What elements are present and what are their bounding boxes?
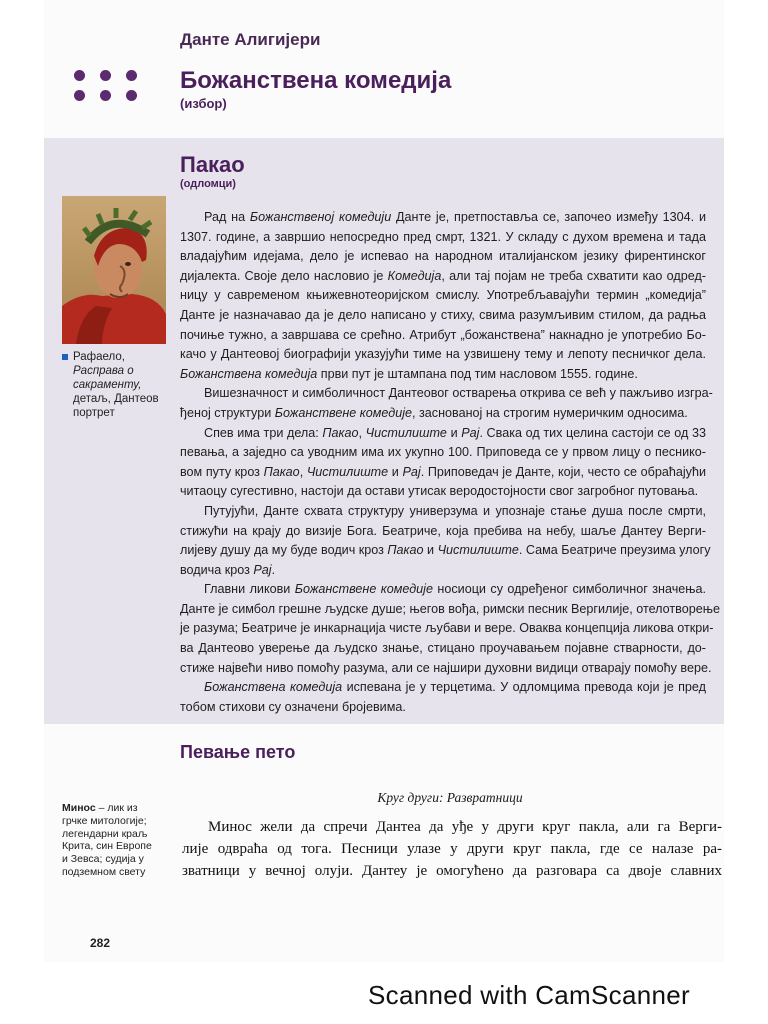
text-line: владајућим идејама, дело је испевао на народном италијанском језику фирентинског [180, 249, 706, 264]
text-line: Божанствена комедија испевана је у терцетима. У одломцима превода који је пред [204, 680, 707, 695]
text-line: качо у Дантеовој биографији указујући тиме на узвишену тему и лепоту песничког дела. [180, 347, 706, 362]
canto-title: Певање пето [180, 742, 296, 762]
text-line: ђеној структури Божанствене комедије, заснованој на строгим нумеричким односима. [180, 405, 688, 420]
section-subtitle: (одломци) [180, 178, 236, 190]
text-line: читаоцу сугестивно, настоји да остави утисак веродостојности свог загробног путовања. [180, 484, 699, 499]
text-line: Данте је симбол грешне људске душе; његов вођа, римски песник Вергилије, отелотворење [180, 601, 720, 616]
summary-line: зватници у вечној олуји. Дантеу је омогућено да разговара са двоје славних [182, 863, 722, 879]
text-line: Вишезначност и симболичност Дантеовог остварења открива се већ у пажљиво изгра- [204, 386, 713, 401]
scanner-watermark: Scanned with CamScanner [368, 980, 690, 1010]
page-number: 282 [90, 936, 111, 950]
minos-glossary-note: Минос – лик из грчке митологије; легендарни краљ Крита, син Европе и Зевса; судија у подземном свету [62, 802, 152, 878]
work-title: Божанствена комедија [180, 67, 452, 94]
text-line: Главни ликови Божанствене комедије носиоци су одређеног симболичног значења. [204, 582, 706, 597]
intro-text [180, 208, 720, 717]
text-line: вом путу кроз Пакао, Чистилиште и Рај. Приповедач је Данте, који, често се обраћајући [180, 464, 707, 479]
text-line: 1307. године, а завршио непосредно пред смрт, 1321. У складу с духом времена и тада [180, 229, 706, 244]
dante-portrait-image [62, 196, 166, 344]
text-line: почиње тужно, а завршава се срећно. Атрибут „божанствена” накнадно је употребио Бо- [180, 327, 706, 342]
text-line: певања, а заједно са уводним има их укупно 100. Приповеда се у првом лицу о песнико- [180, 445, 706, 460]
text-line: Путујући, Данте схвата структуру универзума и упознаје стање душа после смрти, [204, 503, 706, 518]
circle-title: Круг други: Развратници [377, 790, 523, 805]
decorative-dots-icon [74, 70, 140, 104]
text-line: ницу у савременом књижевнотеоријском смислу. Употребљавајући термин „комедија” [180, 288, 706, 303]
text-line: дијалекта. Своје дело насловио је Комедија, али тај појам не треба схватити као одред- [180, 268, 706, 283]
caption-marker-icon [62, 354, 68, 360]
text-line: стижући на крају до визије Бога. Беатриче, која пребива на небу, шаље Дантеу Верги- [180, 523, 706, 538]
summary-line: Минос жели да спречи Дантеа да уђе у други круг пакла, али га Верги- [208, 819, 722, 835]
section-title: Пакао [180, 152, 245, 177]
text-line: водича кроз Рај. [180, 562, 276, 577]
text-line: тобом стихови су означени бројевима. [180, 699, 406, 714]
work-subtitle: (избор) [180, 96, 227, 111]
canto-summary [182, 816, 722, 882]
text-line: Спев има три дела: Пакао, Чистилиште и Рај. Свака од тих целина састоји се од 33 [204, 425, 706, 440]
text-line: Рад на Божанственој комедији Данте је, претпоставља се, започео између 1304. и [204, 210, 707, 224]
author-name: Данте Алигијери [180, 30, 321, 49]
text-line: Данте је назначавао да је дело написано у стиху, свима разумљивим стилом, да радња [180, 307, 706, 322]
text-line: лијеву душу да му буде водич кроз Пакао и Чистилиште. Сама Беатриче преузима улогу [180, 543, 711, 558]
text-line: стиже највећи ниво помоћу разума, али се најшири духовни видици отварају помоћу вере. [180, 660, 712, 675]
text-line: Божанствена комедија први пут је штампана под тим насловом 1555. године. [180, 366, 638, 381]
summary-line: лије одвраћа од тога. Песници улазе у други круг пакла, где се налазе ра- [182, 841, 722, 857]
text-line: је разума; Беатриче је инкарнација чисте љубави и вере. Оваква концепција ликова откри- [180, 621, 714, 636]
portrait-caption: Рафаело, Расправа о сакраменту, детаљ, Дантеов портрет [62, 350, 170, 420]
text-line: ва Дантеово уверење да људско знање, стицано проучавањем појавне стварности, до- [180, 641, 706, 656]
